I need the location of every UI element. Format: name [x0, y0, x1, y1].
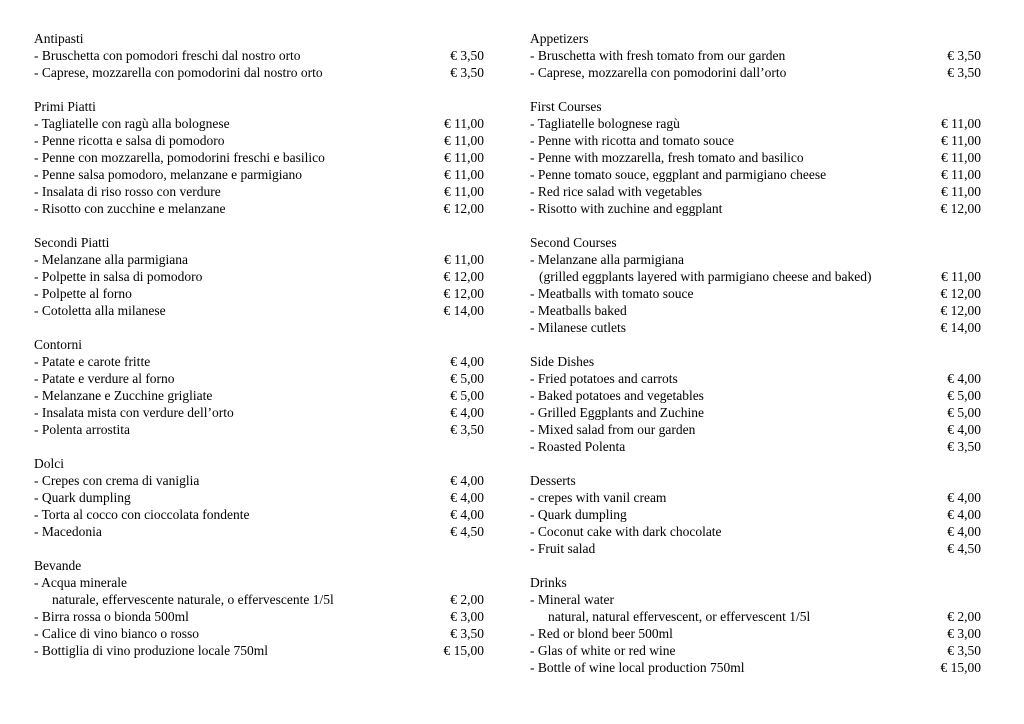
menu-item-name: - crepes with vanil cream	[530, 490, 667, 505]
menu-item	[530, 540, 981, 557]
menu-item-price: € 11,00	[941, 116, 981, 131]
menu-item-name: - Insalata di riso rosso con verdure	[34, 184, 221, 199]
menu-item-name: - Melanzane e Zucchine grigliate	[34, 388, 213, 403]
menu-item	[530, 438, 981, 455]
menu-item-price: € 11,00	[444, 252, 484, 267]
menu-item	[530, 319, 981, 336]
menu-item-name: - Risotto con zucchine e melanzane	[34, 201, 226, 216]
menu-item-price: € 2,00	[947, 609, 981, 624]
menu-item-price: € 5,00	[450, 388, 484, 403]
menu-item-name: - Mixed salad from our garden	[530, 422, 696, 437]
menu-section	[34, 98, 484, 217]
menu-item	[34, 47, 484, 64]
menu-item-price: € 3,50	[450, 48, 484, 63]
menu-item-name: - Quark dumpling	[34, 490, 131, 505]
menu-item-name: - Penne tomato souce, eggplant and parmigiano cheese	[530, 167, 827, 182]
menu-item	[530, 659, 981, 676]
menu-item-price: € 3,50	[450, 65, 484, 80]
menu-item-price: € 4,00	[450, 405, 484, 420]
menu-section	[530, 472, 981, 557]
menu-item-name: - Bottiglia di vino produzione locale 750ml	[34, 643, 268, 658]
menu-item-name: - Meatballs baked	[530, 303, 627, 318]
menu-item	[530, 506, 981, 523]
menu-item	[34, 200, 484, 217]
menu-item-name: - Bottle of wine local production 750ml	[530, 660, 745, 675]
menu-item-name: - Red rice salad with vegetables	[530, 184, 703, 199]
menu-item-price: € 11,00	[444, 167, 484, 182]
menu-item-name: - Red or blond beer 500ml	[530, 626, 673, 641]
menu-item-name: - Meatballs with tomato souce	[530, 286, 694, 301]
menu-item-name: - Macedonia	[34, 524, 102, 539]
menu-item-description: naturale, effervescente naturale, o effervescente 1/5l	[52, 592, 334, 607]
menu-item-price: € 11,00	[941, 167, 981, 182]
menu-item	[34, 183, 484, 200]
menu-section	[530, 98, 981, 217]
menu-item-price: € 11,00	[444, 150, 484, 165]
section-title: Appetizers	[530, 31, 589, 46]
menu-item-name: - Quark dumpling	[530, 507, 627, 522]
menu-item-price: € 3,50	[450, 626, 484, 641]
menu-item-price: € 2,00	[450, 592, 484, 607]
menu-item	[34, 421, 484, 438]
menu-section	[530, 353, 981, 455]
menu-item-name: - Glas of white or red wine	[530, 643, 676, 658]
menu-item-price: € 3,50	[947, 643, 981, 658]
menu-item-price: € 14,00	[443, 303, 484, 318]
menu-item	[34, 166, 484, 183]
menu-item	[530, 132, 981, 149]
menu-item-name: - Penne with ricotta and tomato souce	[530, 133, 734, 148]
menu-item-name: - Fried potatoes and carrots	[530, 371, 678, 386]
menu-item-price: € 3,50	[450, 422, 484, 437]
menu-item-price: € 4,00	[947, 524, 981, 539]
menu-item-name: - Tagliatelle bolognese ragù	[530, 116, 680, 131]
menu-item-price: € 4,00	[947, 490, 981, 505]
menu-item-name: - Patate e carote fritte	[34, 354, 151, 369]
menu-item-price: € 4,00	[947, 507, 981, 522]
menu-item	[34, 642, 484, 659]
menu-item	[34, 489, 484, 506]
menu-item	[34, 302, 484, 319]
menu-item	[530, 625, 981, 642]
menu-item-price: € 3,50	[947, 439, 981, 454]
menu-item-name: - Insalata mista con verdure dell’orto	[34, 405, 234, 420]
menu-item-name: - Cotoletta alla milanese	[34, 303, 166, 318]
menu-item-price: € 4,00	[450, 473, 484, 488]
menu-item	[530, 200, 981, 217]
menu-item-price: € 12,00	[940, 201, 981, 216]
menu-item	[530, 285, 981, 302]
menu-item	[34, 353, 484, 370]
section-title: Antipasti	[34, 31, 84, 46]
menu-item	[34, 608, 484, 625]
section-title: Contorni	[34, 337, 83, 352]
menu-item-name: - Polpette in salsa di pomodoro	[34, 269, 203, 284]
menu-item-name: - Patate e verdure al forno	[34, 371, 175, 386]
menu-item-price: € 3,00	[450, 609, 484, 624]
menu-item	[530, 421, 981, 438]
menu-item-name: - Caprese, mozzarella con pomodorini dall’orto	[530, 65, 787, 80]
menu-item-name: - Mineral water	[530, 592, 614, 607]
menu-item-name: - Melanzane alla parmigiana	[34, 252, 189, 267]
menu-item-name: - Polpette al forno	[34, 286, 132, 301]
menu-section	[530, 574, 981, 676]
menu-item	[34, 149, 484, 166]
menu-item	[34, 404, 484, 421]
menu-item-name: - Acqua minerale	[34, 575, 127, 590]
menu-item	[34, 387, 484, 404]
menu-item-price: € 11,00	[444, 133, 484, 148]
menu-item-name: - Risotto with zuchine and eggplant	[530, 201, 723, 216]
menu-item-name: - Grilled Eggplants and Zuchine	[530, 405, 704, 420]
menu-item-name: - Bruschetta with fresh tomato from our garden	[530, 48, 786, 63]
menu-item-price: € 5,00	[947, 388, 981, 403]
menu-item-description: (grilled eggplants layered with parmigiano cheese and baked)	[539, 269, 872, 284]
menu-item-name: - Bruschetta con pomodori freschi dal nostro orto	[34, 48, 301, 63]
section-title: Primi Piatti	[34, 99, 96, 114]
menu-item	[34, 251, 484, 268]
menu-item	[530, 404, 981, 421]
section-title: Side Dishes	[530, 354, 595, 369]
section-title: First Courses	[530, 99, 602, 114]
menu-item-price: € 5,00	[947, 405, 981, 420]
section-title: Secondi Piatti	[34, 235, 110, 250]
menu-item-name: - Penne salsa pomodoro, melanzane e parmigiano	[34, 167, 303, 182]
menu-item	[530, 370, 981, 387]
menu-item-price: € 11,00	[444, 116, 484, 131]
menu-item	[530, 166, 981, 183]
menu-item-price: € 4,00	[947, 371, 981, 386]
menu-item-price: € 12,00	[443, 286, 484, 301]
menu-item-price: € 12,00	[443, 201, 484, 216]
menu-item-name: - Calice di vino bianco o rosso	[34, 626, 199, 641]
menu-item	[34, 268, 484, 285]
menu-item-name: - Crepes con crema di vaniglia	[34, 473, 200, 488]
section-title: Second Courses	[530, 235, 617, 250]
menu-item-name: - Penne ricotta e salsa di pomodoro	[34, 133, 225, 148]
menu-item-price: € 3,00	[947, 626, 981, 641]
menu-item-name: - Birra rossa o bionda 500ml	[34, 609, 189, 624]
menu-item-price: € 12,00	[443, 269, 484, 284]
menu-item	[34, 574, 484, 608]
menu-item-name: - Penne con mozzarella, pomodorini freschi e basilico	[34, 150, 325, 165]
menu-item-price: € 4,00	[947, 422, 981, 437]
menu-item-price: € 4,50	[947, 541, 981, 556]
menu-item-price: € 3,50	[947, 48, 981, 63]
menu-item	[34, 64, 484, 81]
menu-item-description: natural, natural effervescent, or effervescent 1/5l	[548, 609, 811, 624]
menu-item-price: € 3,50	[947, 65, 981, 80]
menu-column-italian	[34, 30, 484, 659]
menu-item	[530, 642, 981, 659]
section-title: Dolci	[34, 456, 64, 471]
menu-item-name: - Melanzane alla parmigiana	[530, 252, 685, 267]
menu-item	[34, 370, 484, 387]
menu-item	[530, 115, 981, 132]
menu-item	[34, 523, 484, 540]
menu-item-name: - Polenta arrostita	[34, 422, 130, 437]
menu-item	[34, 625, 484, 642]
menu-item-price: € 4,00	[450, 507, 484, 522]
menu-item-name: - Roasted Polenta	[530, 439, 626, 454]
menu-item	[530, 302, 981, 319]
menu-item-name: - Penne with mozzarella, fresh tomato and basilico	[530, 150, 804, 165]
menu-item-price: € 15,00	[443, 643, 484, 658]
menu-item-name: - Baked potatoes and vegetables	[530, 388, 704, 403]
menu-section	[34, 455, 484, 540]
menu-section	[34, 557, 484, 659]
menu-item-price: € 15,00	[940, 660, 981, 675]
menu-item-name: - Coconut cake with dark chocolate	[530, 524, 722, 539]
section-title: Bevande	[34, 558, 82, 573]
menu-item-name: - Fruit salad	[530, 541, 596, 556]
menu-item-price: € 11,00	[941, 133, 981, 148]
menu-item	[530, 387, 981, 404]
section-title: Desserts	[530, 473, 576, 488]
menu-item	[530, 523, 981, 540]
menu-section	[530, 234, 981, 336]
menu-item	[530, 149, 981, 166]
menu-item	[34, 285, 484, 302]
menu-item	[530, 183, 981, 200]
menu-item	[530, 591, 981, 625]
menu-section	[34, 336, 484, 438]
menu-item	[530, 64, 981, 81]
menu-item	[34, 472, 484, 489]
menu-item-price: € 11,00	[941, 150, 981, 165]
menu-item-name: - Tagliatelle con ragù alla bolognese	[34, 116, 230, 131]
menu-item-price: € 14,00	[940, 320, 981, 335]
menu-item-price: € 12,00	[940, 286, 981, 301]
menu-item	[530, 489, 981, 506]
menu-item-price: € 4,50	[450, 524, 484, 539]
menu-item	[34, 115, 484, 132]
menu-section	[530, 30, 981, 81]
menu-item-name: - Milanese cutlets	[530, 320, 626, 335]
section-title: Drinks	[530, 575, 567, 590]
menu-item-price: € 5,00	[450, 371, 484, 386]
menu-item-price: € 4,00	[450, 354, 484, 369]
menu-item-price: € 12,00	[940, 303, 981, 318]
menu-item-price: € 11,00	[941, 269, 981, 284]
menu-section	[34, 30, 484, 81]
menu-item	[34, 132, 484, 149]
menu-column-english	[530, 30, 981, 676]
menu-item	[34, 506, 484, 523]
menu-item	[530, 47, 981, 64]
menu-item-name: - Torta al cocco con cioccolata fondente	[34, 507, 250, 522]
menu-section	[34, 234, 484, 319]
menu-item-name: - Caprese, mozzarella con pomodorini dal nostro orto	[34, 65, 323, 80]
menu-item-price: € 11,00	[941, 184, 981, 199]
menu-item-price: € 4,00	[450, 490, 484, 505]
menu-item-price: € 11,00	[444, 184, 484, 199]
menu-item	[530, 251, 981, 285]
